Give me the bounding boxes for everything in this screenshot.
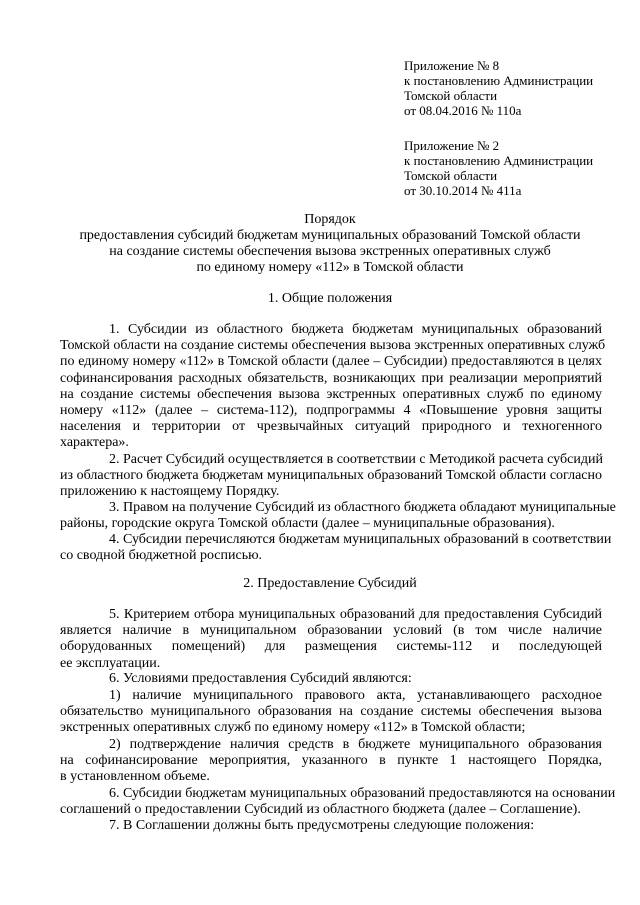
section-heading: 2. Предоставление Субсидий — [243, 576, 417, 591]
text-line: характера». — [60, 435, 129, 451]
title-line: по единому номеру «112» в Томской области — [196, 260, 464, 275]
text-line: 1) наличие муниципального правового акта, устанавливающего расходное — [109, 688, 602, 703]
title-line: Порядок — [304, 212, 356, 227]
annex-line: Приложение № 2 — [404, 138, 500, 153]
title-line: на создание системы обеспечения вызова экстренных оперативных служб — [109, 244, 551, 259]
text-line: со сводной бюджетной росписью. — [60, 548, 263, 564]
text-line: в установленном объеме. — [60, 769, 210, 785]
annex-line: к постановлению Администрации — [404, 73, 594, 88]
text-line: 6. Субсидии бюджетам муниципальных образований предоставляются на основании — [109, 786, 616, 801]
text-line: оборудованных помещений) для размещения системы-112 и последующей — [60, 639, 602, 655]
paragraph — [60, 607, 602, 672]
text-line: на создание системы обеспечения вызова экстренных оперативных служб по единому — [60, 386, 602, 402]
annex-line: Приложение № 8 — [404, 58, 500, 73]
text-line: соглашений о предоставлении Субсидий из областного бюджета (далее – Соглашение). — [60, 802, 581, 818]
annex-block-1 — [404, 58, 624, 118]
text-line: 7. В Соглашении должны быть предусмотрены следующие положения: — [109, 818, 535, 833]
text-line: обязательство муниципального образования на создание системы обеспечения вызова — [60, 704, 602, 720]
title-line: предоставления субсидий бюджетам муниципальных образований Томской области — [79, 228, 581, 243]
paragraph — [60, 322, 606, 452]
paragraph — [60, 500, 616, 532]
text-line: 1. Субсидии из областного бюджета бюджетам муниципальных образований — [109, 322, 602, 337]
paragraph — [81, 818, 602, 834]
text-line: 3. Правом на получение Субсидий из областного бюджета обладают муниципальные — [109, 500, 616, 515]
text-line: номеру «112» (далее – система-112), подпрограммы 4 «Повышение уровня защиты — [60, 402, 602, 418]
text-line: приложению к настоящему Порядку. — [60, 484, 280, 500]
annex-line: от 30.10.2014 № 411а — [404, 183, 522, 198]
text-line: населения и территории от чрезвычайных ситуаций природного и техногенного — [60, 419, 602, 435]
text-line: экстренных оперативных служб по единому номеру «112» в Томской области; — [60, 720, 526, 736]
paragraph — [81, 671, 602, 687]
text-line: на софинансирование мероприятия, указанного в пункте 1 настоящего Порядка, — [60, 753, 602, 769]
annex-line: Томской области — [404, 88, 498, 103]
annex-block-2 — [404, 138, 624, 198]
text-line: 2. Расчет Субсидий осуществляется в соответствии с Методикой расчета субсидий — [109, 452, 603, 467]
annex-line: Томской области — [404, 168, 498, 183]
text-line: софинансирования расходных обязательств, возникающих при реализации мероприятий — [60, 370, 602, 386]
paragraph — [60, 688, 602, 737]
text-line: 6. Условиями предоставления Субсидий являются: — [109, 671, 412, 686]
text-line: Томской области на создание системы обеспечения вызова экстренных оперативных служб — [60, 338, 606, 354]
text-line: из областного бюджета бюджетам муниципальных образований Томской области согласно — [60, 468, 602, 484]
paragraph — [60, 452, 603, 501]
paragraph — [60, 532, 612, 564]
text-line: ее эксплуатации. — [60, 655, 161, 671]
text-line: 5. Критерием отбора муниципальных образований для предоставления Субсидий — [109, 607, 602, 622]
text-line: районы, городские округа Томской области (далее – муниципальные образования). — [60, 516, 555, 532]
document-title — [60, 212, 600, 276]
text-line: 4. Субсидии перечисляются бюджетам муниципальных образований в соответствии — [109, 532, 612, 547]
paragraph — [60, 737, 602, 786]
text-line: является наличие в муниципальном образовании условий (в том числе наличие — [60, 623, 602, 639]
text-line: 2) подтверждение наличия средств в бюджете муниципального образования — [109, 737, 602, 752]
paragraph — [60, 786, 616, 818]
annex-line: к постановлению Администрации — [404, 153, 594, 168]
section-heading: 1. Общие положения — [267, 291, 393, 306]
annex-line: от 08.04.2016 № 110а — [404, 103, 522, 118]
text-line: по единому номеру «112» в Томской области (далее – Субсидии) предоставляются в целях — [60, 354, 602, 370]
